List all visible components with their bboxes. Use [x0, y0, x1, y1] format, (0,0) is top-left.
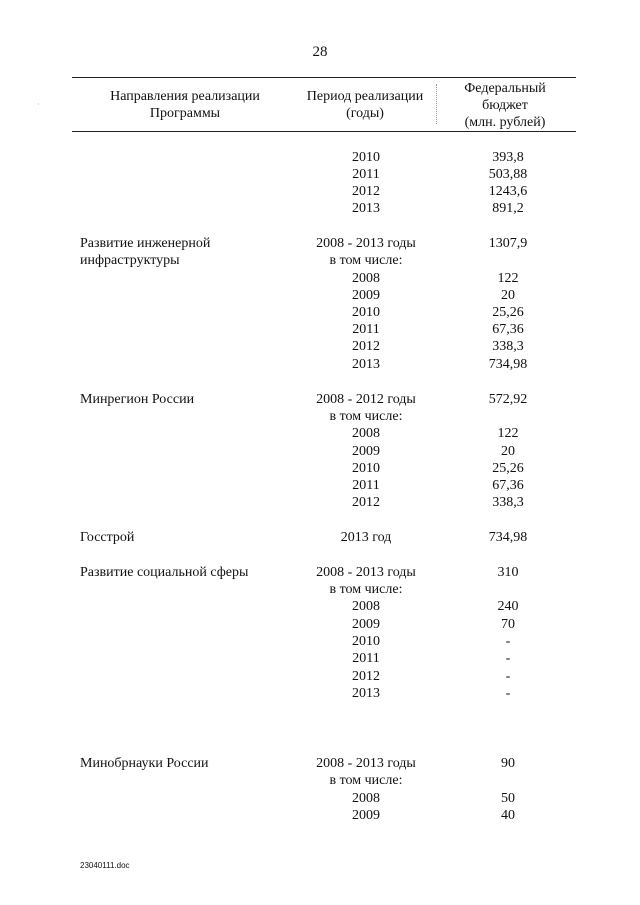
row-value: 310 [497, 565, 519, 580]
table-row [0, 304, 640, 321]
header-direction [90, 88, 280, 122]
header-period-line1: Период реализации [306, 89, 424, 104]
table-row [0, 183, 640, 200]
table-row [0, 356, 640, 373]
row-label: Минрегион России [80, 392, 195, 407]
row-value: 734,98 [488, 357, 528, 372]
row-period: 2011 [352, 478, 380, 493]
header-budget-line3: (млн. рублей) [464, 115, 546, 130]
header-direction-line1: Направления реализации [110, 89, 260, 104]
row-period: 2008 [352, 426, 380, 441]
header-period-line2: (годы) [346, 106, 384, 121]
row-value: 393,8 [492, 150, 524, 165]
table-row [0, 772, 640, 789]
table-row [0, 408, 640, 425]
table-row [0, 581, 640, 598]
row-period: 2013 год [340, 530, 392, 545]
row-label: Развитие социальной сферы [80, 565, 249, 580]
table-row [0, 149, 640, 166]
header-budget-line2: бюджет [482, 98, 528, 113]
row-period: 2008 [352, 791, 380, 806]
table-row [0, 235, 640, 252]
row-value: 90 [501, 756, 515, 771]
table-header-rule [72, 131, 576, 132]
table-row [0, 425, 640, 442]
row-period: 2008 [352, 599, 380, 614]
row-period: 2011 [352, 651, 380, 666]
table-row [0, 443, 640, 460]
row-period: 2012 [352, 339, 380, 354]
table-row [0, 252, 640, 269]
table-row [0, 477, 640, 494]
margin-mark: · [37, 100, 40, 109]
header-budget [440, 80, 570, 131]
table-row [0, 598, 640, 615]
table-row [0, 668, 640, 685]
table-row [0, 460, 640, 477]
row-value: 50 [501, 791, 515, 806]
row-period: 2010 [352, 150, 380, 165]
row-period: в том числе: [329, 582, 403, 597]
table-row [0, 287, 640, 304]
row-value: 1243,6 [488, 184, 528, 199]
header-budget-line1: Федеральный [464, 81, 546, 96]
row-value: - [505, 634, 511, 649]
row-value: 734,98 [488, 530, 528, 545]
table-row [0, 391, 640, 408]
row-value: 67,36 [492, 322, 524, 337]
table-row [0, 807, 640, 824]
row-period: 2012 [352, 495, 380, 510]
row-period: 2009 [352, 617, 380, 632]
row-value: 70 [501, 617, 515, 632]
row-value: 20 [501, 444, 515, 459]
table-row [0, 166, 640, 183]
row-period: 2009 [352, 444, 380, 459]
row-period: 2009 [352, 808, 380, 823]
page-number: 28 [312, 44, 328, 60]
table-row [0, 685, 640, 702]
row-value: 572,92 [488, 392, 528, 407]
row-period: 2008 - 2013 годы [316, 565, 416, 580]
table-row [0, 650, 640, 667]
row-period: 2011 [352, 322, 380, 337]
header-period [295, 88, 435, 122]
column-separator [436, 84, 438, 124]
table-row [0, 755, 640, 772]
row-period: 2013 [352, 201, 380, 216]
row-period: 2008 - 2012 годы [316, 392, 416, 407]
row-period: 2010 [352, 461, 380, 476]
row-value: 40 [501, 808, 515, 823]
row-label: инфраструктуры [80, 253, 180, 268]
row-value: 122 [497, 426, 519, 441]
row-period: 2011 [352, 167, 380, 182]
row-period: 2008 - 2013 годы [316, 756, 416, 771]
row-value: 240 [497, 599, 519, 614]
table-row [0, 633, 640, 650]
row-value: 503,88 [488, 167, 528, 182]
row-period: 2008 - 2013 годы [316, 236, 416, 251]
table-row [0, 616, 640, 633]
row-value: 20 [501, 288, 515, 303]
row-value: - [505, 651, 511, 666]
row-label: Развитие инженерной [80, 236, 211, 251]
row-period: в том числе: [329, 773, 403, 788]
row-period: 2013 [352, 357, 380, 372]
row-value: 338,3 [492, 339, 524, 354]
row-value: - [505, 669, 511, 684]
header-direction-line2: Программы [149, 106, 221, 121]
row-label: Госстрой [80, 530, 135, 545]
table-row [0, 494, 640, 511]
table-row [0, 200, 640, 217]
footer-filename: 23040111.doc [80, 861, 130, 870]
row-value: 67,36 [492, 478, 524, 493]
column-separator [290, 84, 291, 124]
table-top-rule [72, 77, 576, 78]
table-row [0, 338, 640, 355]
row-period: 2008 [352, 271, 380, 286]
row-period: 2009 [352, 288, 380, 303]
row-value: 25,26 [492, 461, 524, 476]
row-value: 25,26 [492, 305, 524, 320]
row-period: 2010 [352, 305, 380, 320]
table-row [0, 529, 640, 546]
row-label: Минобрнауки России [80, 756, 209, 771]
row-period: 2012 [352, 669, 380, 684]
row-period: 2010 [352, 634, 380, 649]
row-period: в том числе: [329, 253, 403, 268]
row-value: 338,3 [492, 495, 524, 510]
row-value: 891,2 [492, 201, 524, 216]
table-row [0, 270, 640, 287]
row-period: в том числе: [329, 409, 403, 424]
row-value: 122 [497, 271, 519, 286]
row-period: 2012 [352, 184, 380, 199]
table-row [0, 564, 640, 581]
table-row [0, 321, 640, 338]
table-row [0, 790, 640, 807]
row-value: - [505, 686, 511, 701]
row-value: 1307,9 [488, 236, 528, 251]
row-period: 2013 [352, 686, 380, 701]
